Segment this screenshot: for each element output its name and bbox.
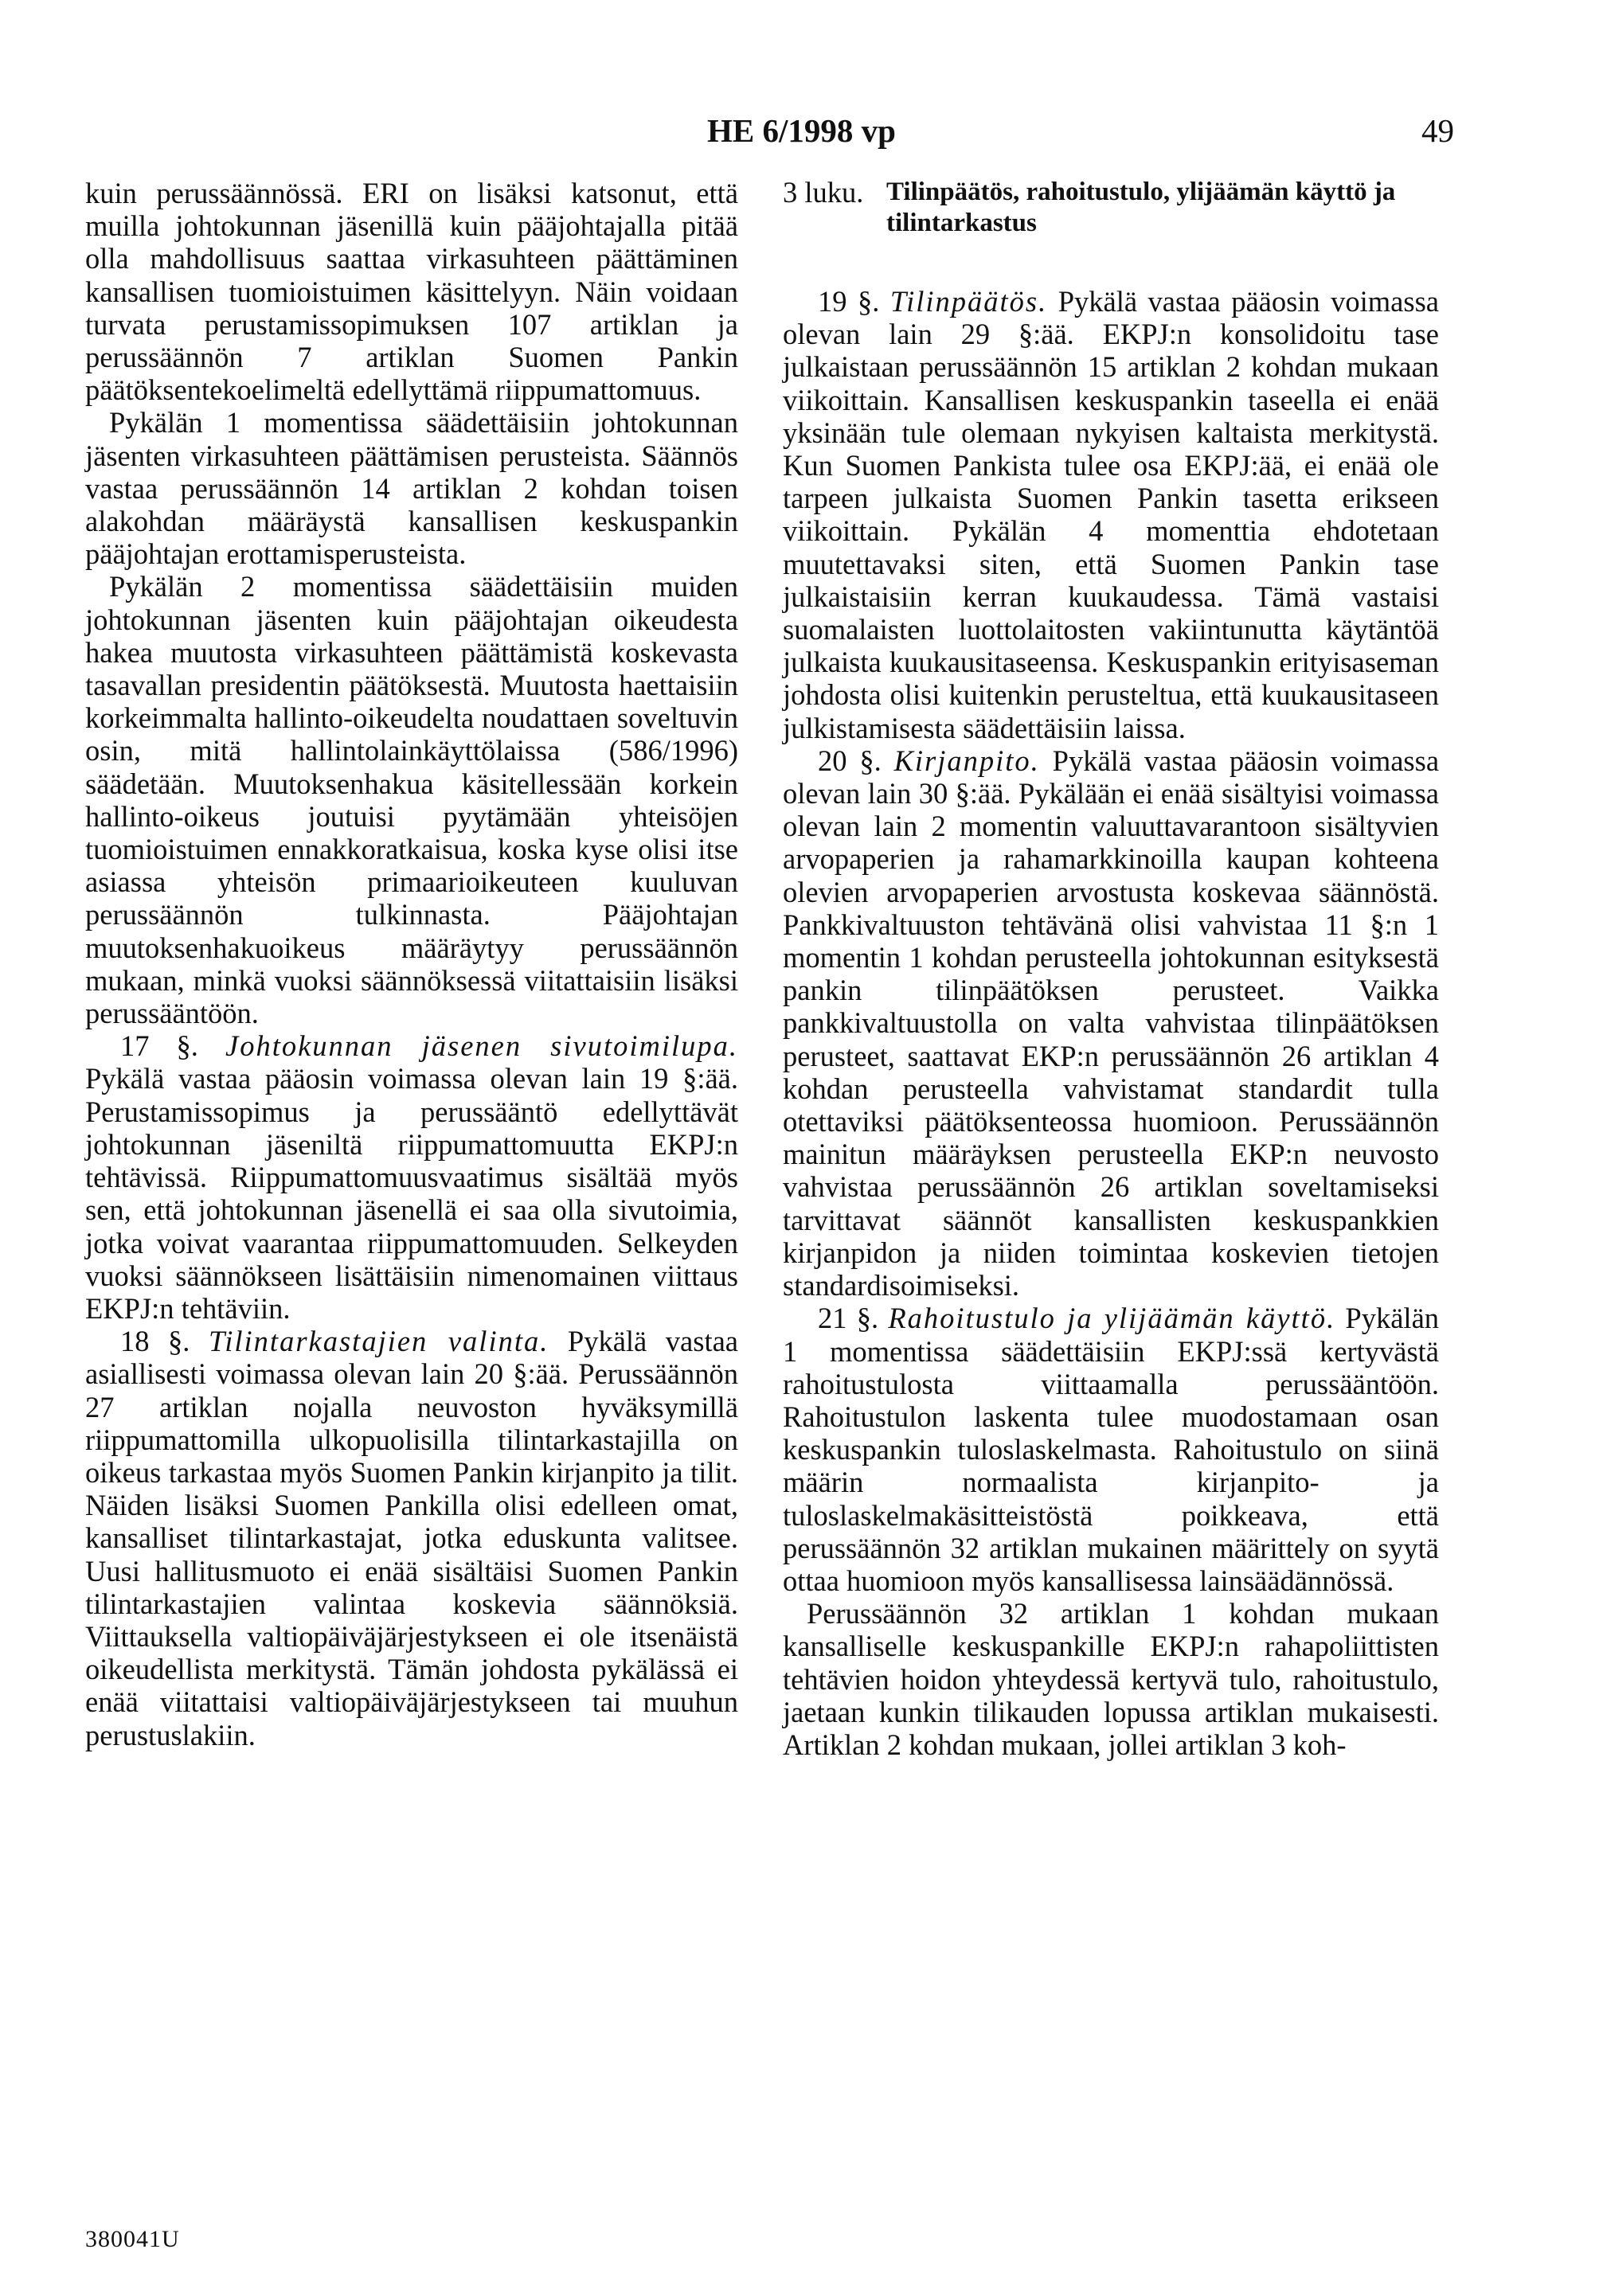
section-heading: Kirjanpito. xyxy=(893,744,1040,777)
section-number: 20 §. xyxy=(818,744,882,777)
section-paragraph xyxy=(85,1325,738,1751)
section-heading: Johtokunnan jäsenen sivutoimilupa. xyxy=(225,1029,738,1063)
paragraph: kuin perussäännössä. ERI on lisäksi katsonut, että muilla johtokunnan jäsenillä kuin pääjohtajalla pitää olla mahdollisuus saattaa virkasuhteen päättäminen kansallisen tuomioistuimen käsittelyyn. Näin voidaan turvata perustamissopimuksen 107 artiklan ja perussäännön 7 artiklan Suomen Pankin päätöksentekoelimeltä edellyttämä riippumattomuus. xyxy=(85,177,738,407)
section-heading: Tilinpäätös. xyxy=(889,285,1048,318)
paragraph: Perussäännön 32 artiklan 1 kohdan mukaan kansalliselle keskuspankille EKPJ:n rahapoliittisten tehtävien hoidon yhteydessä kertyvä tulo, rahoitustulo, jaetaan kunkin tilikauden lopussa artiklan mukaisesti. Artiklan 2 kohdan mukaan, jollei artiklan 3 koh- xyxy=(783,1597,1439,1761)
right-column xyxy=(783,177,1439,1761)
section-text: Pykälän 1 momentissa säädettäisiin EKPJ:ssä kertyvästä rahoitustulosta viittaamalla perussääntöön. Rahoitustulon laskenta tulee muodostamaan osan keskuspankin tuloslaskelmasta. Rahoitustulo on siinä määrin normaalista kirjanpito- ja tuloslaskelmakäsitteistöstä poikkeava, että perussäännön 32 artiklan mukainen määrittely on syytä ottaa huomioon myös kansallisessa lainsäädännössä. xyxy=(783,1302,1440,1597)
section-heading: Rahoitustulo ja ylijäämän käyttö. xyxy=(888,1302,1336,1335)
section-paragraph xyxy=(783,1302,1439,1597)
page-number: 49 xyxy=(1421,112,1454,149)
section-paragraph xyxy=(85,1029,738,1325)
section-number: 19 §. xyxy=(818,285,880,318)
chapter-title: Tilinpäätös, rahoitustulo, ylijäämän käyttö ja tilintarkastus xyxy=(886,178,1396,237)
section-text: Pykälä vastaa asiallisesti voimassa olevan lain 20 §:ää. Perussäännön 27 artiklan nojalla neuvoston hyväksymillä riippumattomilla ulkopuolisilla tilintarkastajilla on oikeus tarkastaa myös Suomen Pankin kirjanpito ja tilit. Näiden lisäksi Suomen Pankilla olisi edelleen omat, kansalliset tilintarkastajat, jotka eduskunta valitsee. Uusi hallitusmuoto ei enää sisältäisi Suomen Pankin tilintarkastajien valintaa koskevia säännöksiä. Viittauksella valtiopäiväjärjestykseen ei ole itsenäistä oikeudellista merkitystä. Tämän johdosta pykälässä ei enää viitattaisi valtiopäiväjärjestykseen tai muuhun perustuslakiin. xyxy=(85,1325,738,1751)
paragraph: Pykälän 1 momentissa säädettäisiin johtokunnan jäsenten virkasuhteen päättämisen perusteista. Säännös vastaa perussäännön 14 artiklan 2 kohdan toisen alakohdan määräystä kansallisen keskuspankin pääjohtajan erottamisperusteista. xyxy=(85,406,738,571)
section-number: 17 §. xyxy=(120,1029,198,1063)
section-number: 21 §. xyxy=(818,1302,879,1335)
chapter-number: 3 luku. xyxy=(783,176,864,209)
section-text: Pykälä vastaa pääosin voimassa olevan lain 30 §:ää. Pykälään ei enää sisältyisi voimassa olevan lain 2 momentin valuuttavarantoon sisältyvien arvopaperien ja rahamarkkinoilla kaupan kohteena olevien arvopaperien arvostusta koskevaa säännöstä. Pankkivaltuuston tehtävänä olisi vahvistaa 11 §:n 1 momentin 1 kohdan perusteella johtokunnan esityksestä pankin tilinpäätöksen perusteet. Vaikka pankkivaltuustolla on valta vahvistaa tilinpäätöksen perusteet, saattavat EKP:n perussäännön 26 artiklan 4 kohdan perusteella vahvistamat standardit tulla otettaviksi päätöksenteossa huomioon. Perussäännön mainitun määräyksen perusteella EKP:n neuvosto vahvistaa perussäännön 26 artiklan soveltamiseksi tarvittavat säännöt kansallisten keskuspankkien kirjanpidon ja niiden toimintaa koskevien tietojen standardisoimiseksi. xyxy=(783,744,1440,1302)
section-heading: Tilintarkastajien valinta. xyxy=(208,1325,549,1358)
section-paragraph xyxy=(783,285,1439,744)
section-text: Pykälä vastaa pääosin voimassa olevan lain 19 §:ää. Perustamissopimus ja perussääntö edellyttävät johtokunnan jäseniltä riippumattomuutta EKPJ:n tehtävissä. Riippumattomuusvaatimus sisältää myös sen, että johtokunnan jäsenellä ei saa olla sivutoimia, jotka voivat vaarantaa riippumattomuuden. Selkeyden vuoksi säännökseen lisättäisiin nimenomainen viittaus EKPJ:n tehtäviin. xyxy=(85,1062,738,1325)
section-text: Pykälä vastaa pääosin voimassa olevan lain 29 §:ää. EKPJ:n konsolidoitu tase julkaistaan perussäännön 15 artiklan 2 kohdan mukaan viikoittain. Kansallisen keskuspankin taseella ei enää yksinään tule olemaan nykyisen kaltaista merkitystä. Kun Suomen Pankista tulee osa EKPJ:ää, ei enää ole tarpeen julkaista Suomen Pankin tasetta erikseen viikoittain. Pykälän 4 momenttia ehdotetaan muutettavaksi siten, että Suomen Pankin tase julkaistaisiin kerran kuukaudessa. Tämä vastaisi suomalaisten luottolaitosten vakiintunutta käytäntöä julkaista kuukausitaseensa. Keskuspankin erityisaseman johdosta olisi kuitenkin perusteltua, että kuukausitaseen julkistamisesta säädettäisiin laissa. xyxy=(783,285,1439,744)
page-header xyxy=(0,108,1603,153)
document-title: HE 6/1998 vp xyxy=(707,112,896,149)
section-number: 18 §. xyxy=(120,1325,190,1358)
chapter-heading xyxy=(783,177,1439,239)
left-column xyxy=(85,177,738,1751)
document-code: 380041U xyxy=(85,2226,180,2252)
section-paragraph xyxy=(783,744,1439,1302)
paragraph: Pykälän 2 momentissa säädettäisiin muiden johtokunnan jäsenten kuin pääjohtajan oikeudesta hakea muutosta virkasuhteen päättämistä koskevasta tasavallan presidentin päätöksestä. Muutosta haettaisiin korkeimmalta hallinto-oikeudelta noudattaen soveltuvin osin, mitä hallintolainkäyttölaissa (586/1996) säädetään. Muutoksenhakua käsitellessään korkein hallinto-oikeus joutuisi pyytämään yhteisöjen tuomioistuimen ennakkoratkaisua, koska kyse olisi itse asiassa yhteisön primaarioikeuteen kuuluvan perussäännön tulkinnasta. Pääjohtajan muutoksenhakuoikeus määräytyy perussäännön mukaan, minkä vuoksi säännöksessä viitattaisiin lisäksi perussääntöön. xyxy=(85,570,738,1030)
